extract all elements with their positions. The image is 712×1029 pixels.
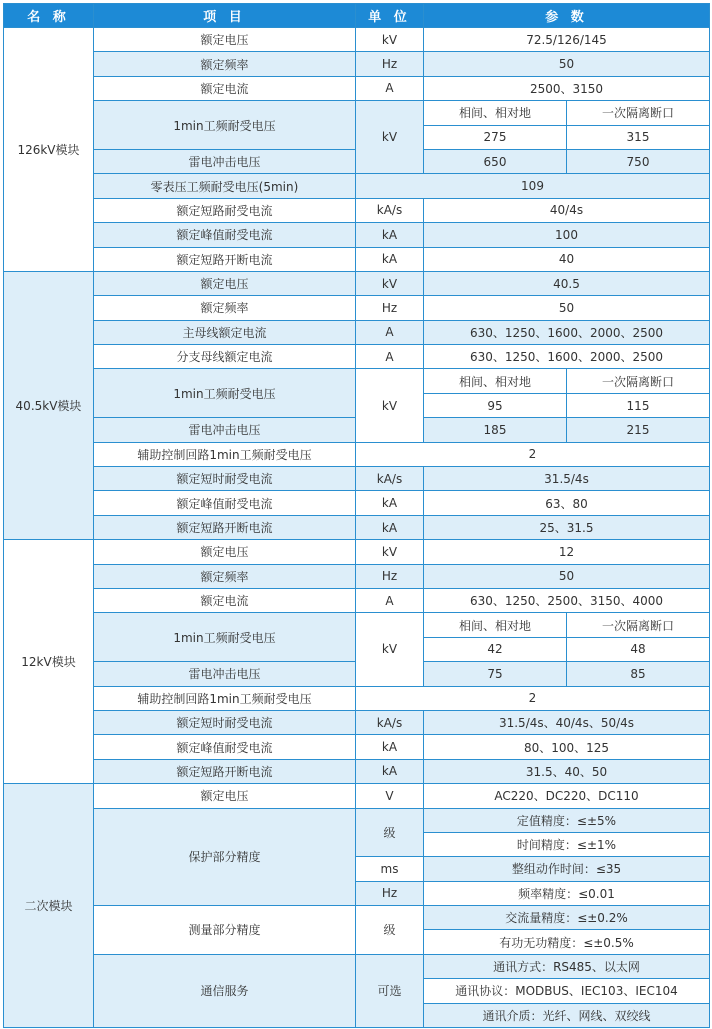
item-cell: 额定短时耐受电流 <box>94 710 356 734</box>
item-cell: 额定电压 <box>94 271 356 295</box>
item-cell: 通信服务 <box>94 954 356 1027</box>
param-cell: 650 <box>424 149 567 173</box>
table-row <box>4 101 710 125</box>
param-cell: 95 <box>424 393 567 417</box>
section-name-12kv: 12kV模块 <box>4 540 94 784</box>
table-row <box>4 954 710 978</box>
param-cell: 275 <box>424 125 567 149</box>
table-row <box>4 223 710 247</box>
header-param: 参 数 <box>424 4 710 28</box>
table-row <box>4 515 710 539</box>
item-cell: 雷电冲击电压 <box>94 662 356 686</box>
item-cell: 主母线额定电流 <box>94 320 356 344</box>
table-row <box>4 345 710 369</box>
item-cell: 额定短路开断电流 <box>94 247 356 271</box>
table-row <box>4 52 710 76</box>
param-cell: 185 <box>424 418 567 442</box>
table-row <box>4 808 710 832</box>
unit-cell: kV <box>356 101 424 174</box>
table-row <box>4 564 710 588</box>
table-row <box>4 247 710 271</box>
table-header-row <box>4 4 710 28</box>
unit-cell: Hz <box>356 881 424 905</box>
param-cell: 2 <box>356 442 710 466</box>
unit-cell: kA <box>356 491 424 515</box>
param-subheader: 一次隔离断口 <box>567 613 710 637</box>
param-cell: 50 <box>424 564 710 588</box>
unit-cell: A <box>356 320 424 344</box>
item-cell: 额定峰值耐受电流 <box>94 735 356 759</box>
param-cell: 100 <box>424 223 710 247</box>
table-row <box>4 710 710 734</box>
unit-cell: kA <box>356 735 424 759</box>
param-subheader: 相间、相对地 <box>424 613 567 637</box>
unit-cell: Hz <box>356 52 424 76</box>
section-name-126kv: 126kV模块 <box>4 28 94 272</box>
param-cell: 31.5/4s <box>424 467 710 491</box>
table-row <box>4 491 710 515</box>
item-cell: 1min工频耐受电压 <box>94 101 356 150</box>
item-cell: 额定频率 <box>94 52 356 76</box>
section-name-40kv: 40.5kV模块 <box>4 271 94 539</box>
param-subheader: 一次隔离断口 <box>567 101 710 125</box>
param-cell: 40 <box>424 247 710 271</box>
table-row <box>4 271 710 295</box>
unit-cell: kV <box>356 540 424 564</box>
param-cell: 72.5/126/145 <box>424 28 710 52</box>
header-item: 项 目 <box>94 4 356 28</box>
param-subheader: 一次隔离断口 <box>567 369 710 393</box>
item-cell: 额定峰值耐受电流 <box>94 223 356 247</box>
table-row <box>4 369 710 393</box>
param-cell: 通讯协议：MODBUS、IEC103、IEC104 <box>424 979 710 1003</box>
header-name: 名 称 <box>4 4 94 28</box>
table-row <box>4 735 710 759</box>
item-cell: 分支母线额定电流 <box>94 345 356 369</box>
param-cell: 25、31.5 <box>424 515 710 539</box>
table-row <box>4 174 710 198</box>
param-cell: 50 <box>424 296 710 320</box>
item-cell: 额定电压 <box>94 540 356 564</box>
item-cell: 保护部分精度 <box>94 808 356 906</box>
param-cell: 85 <box>567 662 710 686</box>
item-cell: 辅助控制回路1min工频耐受电压 <box>94 686 356 710</box>
item-cell: 额定频率 <box>94 564 356 588</box>
header-unit: 单 位 <box>356 4 424 28</box>
unit-cell: kA/s <box>356 467 424 491</box>
unit-cell: 级 <box>356 906 424 955</box>
param-cell: 定值精度：≤±5% <box>424 808 710 832</box>
table-row <box>4 784 710 808</box>
table-row <box>4 442 710 466</box>
param-cell: AC220、DC220、DC110 <box>424 784 710 808</box>
item-cell: 额定短路开断电流 <box>94 759 356 783</box>
item-cell: 雷电冲击电压 <box>94 418 356 442</box>
unit-cell: kV <box>356 613 424 686</box>
unit-cell: kV <box>356 28 424 52</box>
table-row <box>4 613 710 637</box>
item-cell: 额定电流 <box>94 76 356 100</box>
param-cell: 315 <box>567 125 710 149</box>
unit-cell: kA <box>356 247 424 271</box>
table-row <box>4 906 710 930</box>
param-cell: 42 <box>424 637 567 661</box>
param-cell: 31.5/4s、40/4s、50/4s <box>424 710 710 734</box>
param-cell: 通讯介质：光纤、网线、双绞线 <box>424 1003 710 1027</box>
param-cell: 630、1250、2500、3150、4000 <box>424 588 710 612</box>
table-row <box>4 28 710 52</box>
item-cell: 1min工频耐受电压 <box>94 369 356 418</box>
table-row <box>4 198 710 222</box>
unit-cell: kA <box>356 223 424 247</box>
param-cell: 750 <box>567 149 710 173</box>
param-cell: 2500、3150 <box>424 76 710 100</box>
param-cell: 115 <box>567 393 710 417</box>
table-row <box>4 467 710 491</box>
item-cell: 额定短路耐受电流 <box>94 198 356 222</box>
param-cell: 整组动作时间：≤35 <box>424 857 710 881</box>
item-cell: 测量部分精度 <box>94 906 356 955</box>
param-cell: 有功无功精度：≤±0.5% <box>424 930 710 954</box>
item-cell: 额定峰值耐受电流 <box>94 491 356 515</box>
item-cell: 额定频率 <box>94 296 356 320</box>
unit-cell: Hz <box>356 296 424 320</box>
param-subheader: 相间、相对地 <box>424 369 567 393</box>
unit-cell: kA/s <box>356 198 424 222</box>
unit-cell: kA <box>356 515 424 539</box>
param-cell: 12 <box>424 540 710 564</box>
item-cell: 额定电压 <box>94 28 356 52</box>
param-cell: 48 <box>567 637 710 661</box>
item-cell: 额定短时耐受电流 <box>94 467 356 491</box>
param-cell: 215 <box>567 418 710 442</box>
item-cell: 1min工频耐受电压 <box>94 613 356 662</box>
item-cell: 额定短路开断电流 <box>94 515 356 539</box>
table-row <box>4 759 710 783</box>
unit-cell: 级 <box>356 808 424 857</box>
spec-table <box>3 3 710 1028</box>
param-subheader: 相间、相对地 <box>424 101 567 125</box>
item-cell: 雷电冲击电压 <box>94 149 356 173</box>
section-name-secondary: 二次模块 <box>4 784 94 1028</box>
unit-cell: A <box>356 345 424 369</box>
unit-cell: Hz <box>356 564 424 588</box>
param-cell: 63、80 <box>424 491 710 515</box>
param-cell: 31.5、40、50 <box>424 759 710 783</box>
table-row <box>4 540 710 564</box>
unit-cell: V <box>356 784 424 808</box>
table-row <box>4 296 710 320</box>
param-cell: 2 <box>356 686 710 710</box>
unit-cell: 可选 <box>356 954 424 1027</box>
item-cell: 零表压工频耐受电压(5min) <box>94 174 356 198</box>
unit-cell: A <box>356 76 424 100</box>
unit-cell: kA/s <box>356 710 424 734</box>
unit-cell: A <box>356 588 424 612</box>
table-row <box>4 320 710 344</box>
param-cell: 40/4s <box>424 198 710 222</box>
table-row <box>4 76 710 100</box>
param-cell: 50 <box>424 52 710 76</box>
param-cell: 109 <box>356 174 710 198</box>
param-cell: 630、1250、1600、2000、2500 <box>424 345 710 369</box>
param-cell: 40.5 <box>424 271 710 295</box>
table-row <box>4 686 710 710</box>
param-cell: 630、1250、1600、2000、2500 <box>424 320 710 344</box>
item-cell: 额定电压 <box>94 784 356 808</box>
unit-cell: kV <box>356 271 424 295</box>
unit-cell: kV <box>356 369 424 442</box>
param-cell: 75 <box>424 662 567 686</box>
param-cell: 80、100、125 <box>424 735 710 759</box>
param-cell: 频率精度：≤0.01 <box>424 881 710 905</box>
table-row <box>4 588 710 612</box>
param-cell: 交流量精度：≤±0.2% <box>424 906 710 930</box>
unit-cell: ms <box>356 857 424 881</box>
item-cell: 额定电流 <box>94 588 356 612</box>
param-cell: 通讯方式：RS485、以太网 <box>424 954 710 978</box>
item-cell: 辅助控制回路1min工频耐受电压 <box>94 442 356 466</box>
unit-cell: kA <box>356 759 424 783</box>
param-cell: 时间精度：≤±1% <box>424 832 710 856</box>
